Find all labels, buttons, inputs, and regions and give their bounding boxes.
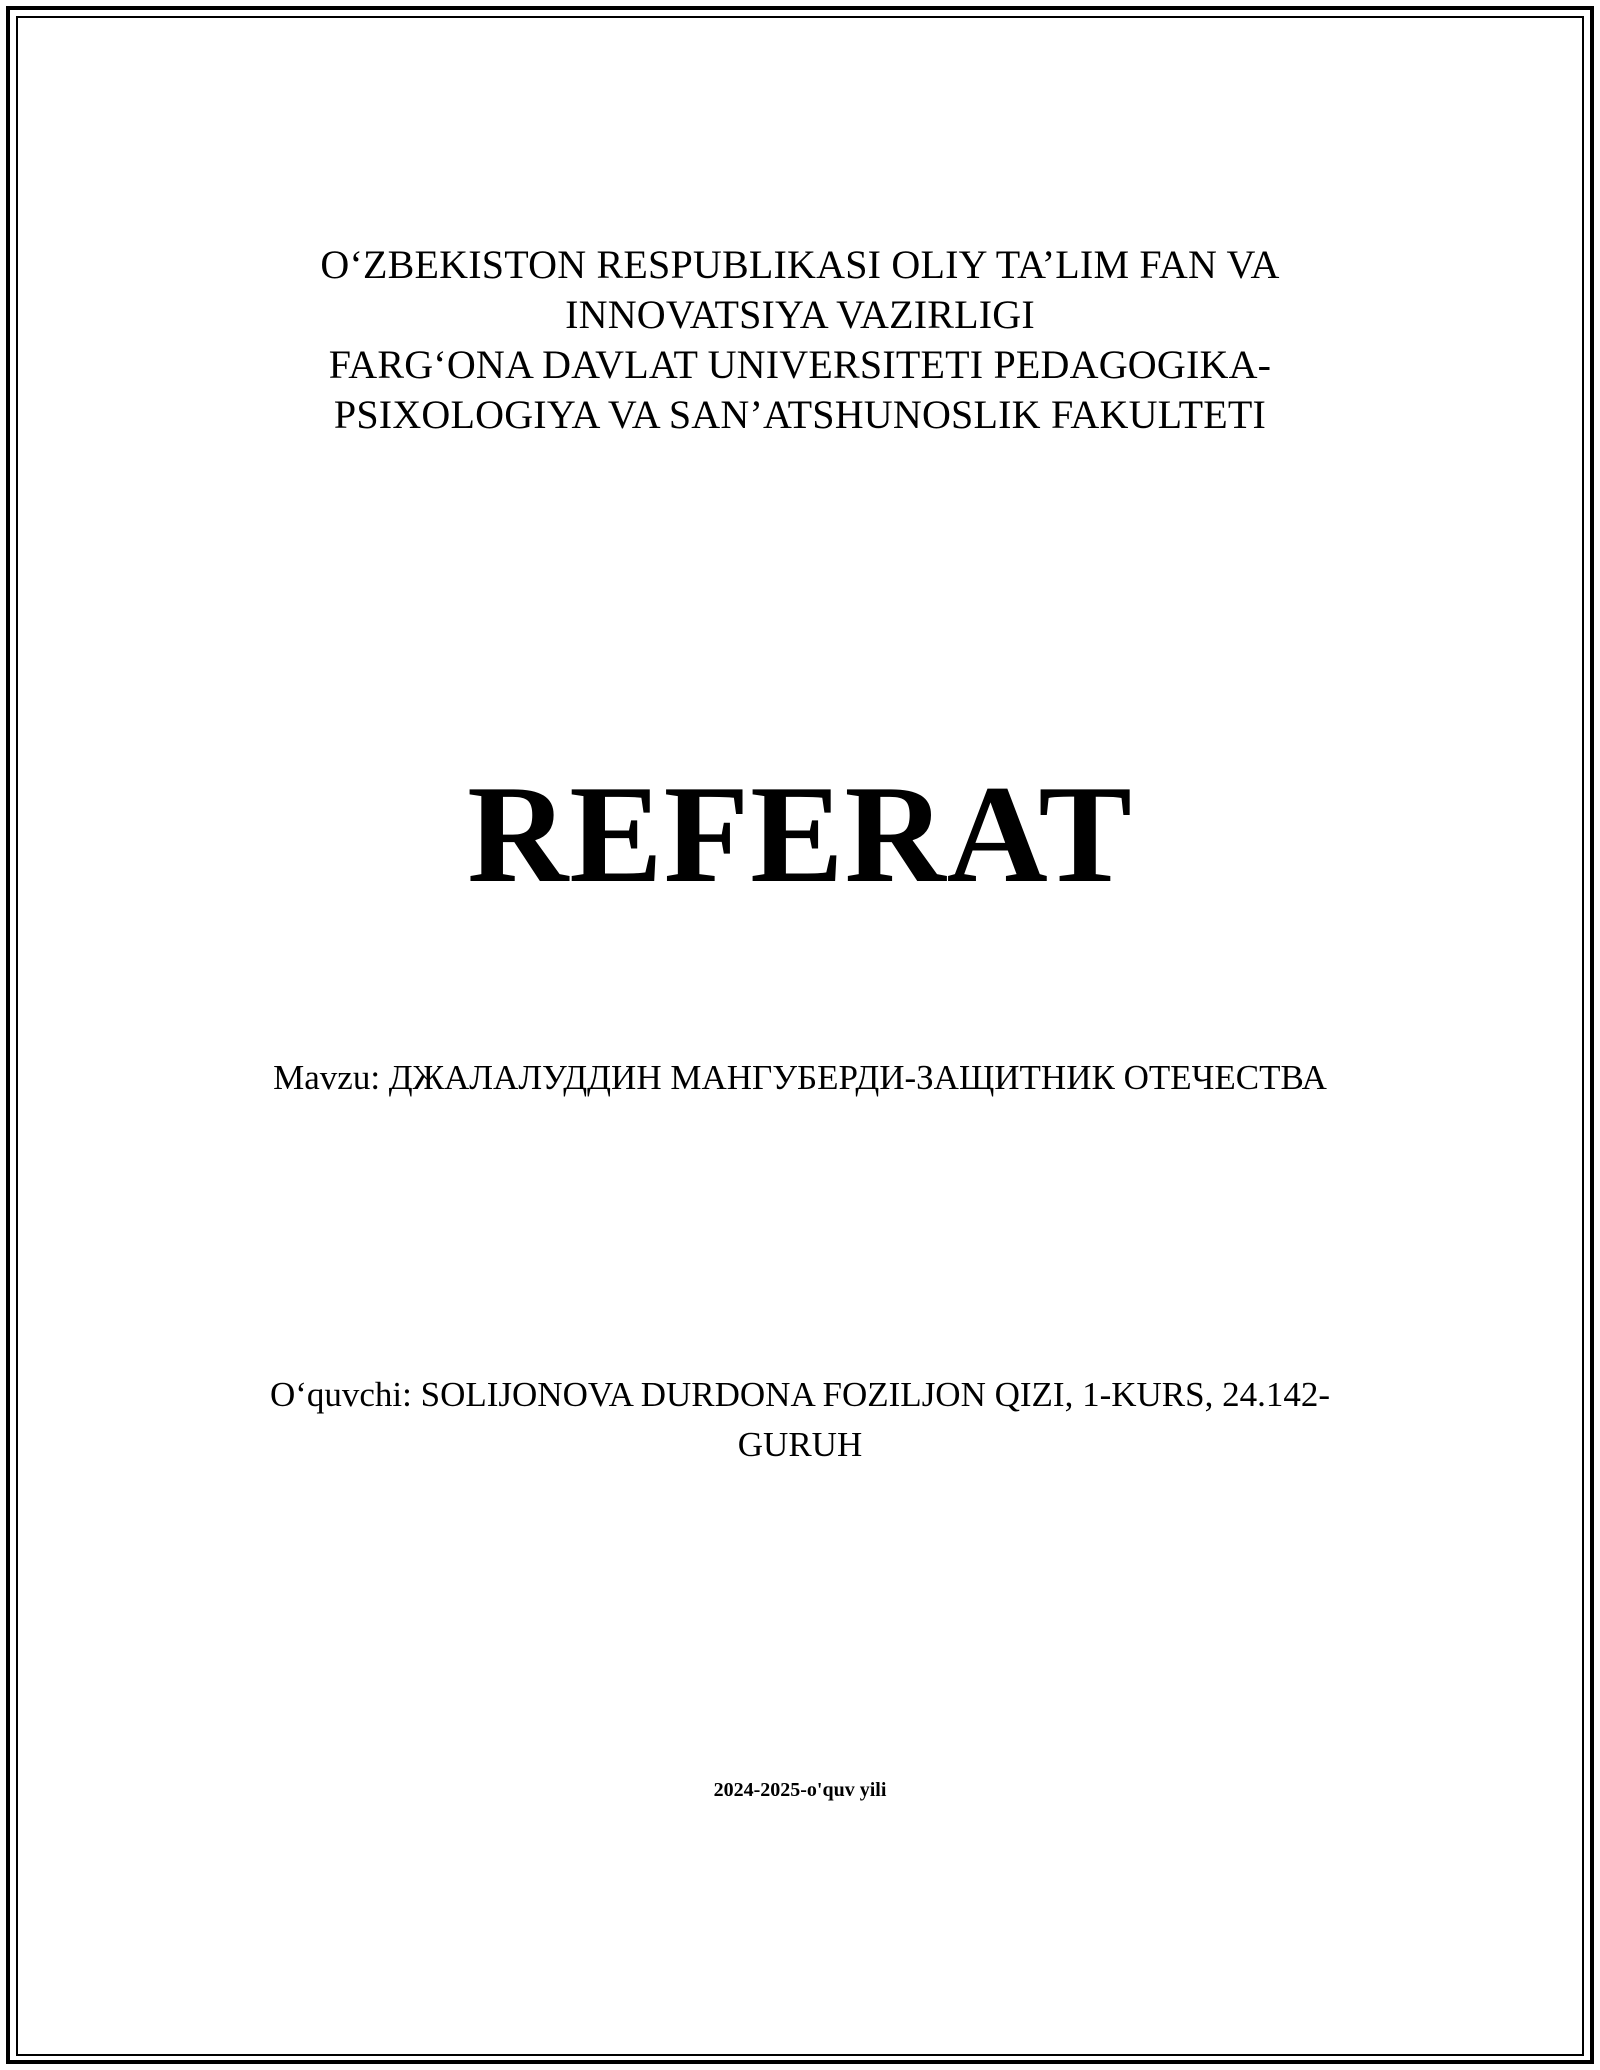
document-title: REFERAT: [467, 757, 1133, 912]
academic-year: 2024-2025-o'quv yili: [713, 1779, 887, 1801]
header-line-ministry: O‘ZBEKISTON RESPUBLIKASI OLIY TA’LIM FAN VA: [320, 242, 1280, 287]
header-line-university: FARG‘ONA DAVLAT UNIVERSITETI PEDAGOGIKA-: [328, 342, 1272, 387]
student-info: [0, 1370, 1600, 1470]
header-line-faculty: PSIXOLOGIYA VA SAN’ATSHUNOSLIK FAKULTETI: [333, 392, 1267, 437]
header-line-ministry-cont: INNOVATSIYA VAZIRLIGI: [565, 292, 1035, 337]
topic-line: Mavzu: ДЖАЛАЛУДДИН МАНГУБЕРДИ-ЗАЩИТНИК ОТЕЧЕСТВА: [273, 1058, 1327, 1097]
institution-header: [0, 240, 1600, 440]
student-line-name: O‘quvchi: SOLIJONOVA DURDONA FOZILJON QIZI, 1-KURS, 24.142-: [269, 1375, 1331, 1414]
student-line-group: GURUH: [737, 1425, 863, 1464]
